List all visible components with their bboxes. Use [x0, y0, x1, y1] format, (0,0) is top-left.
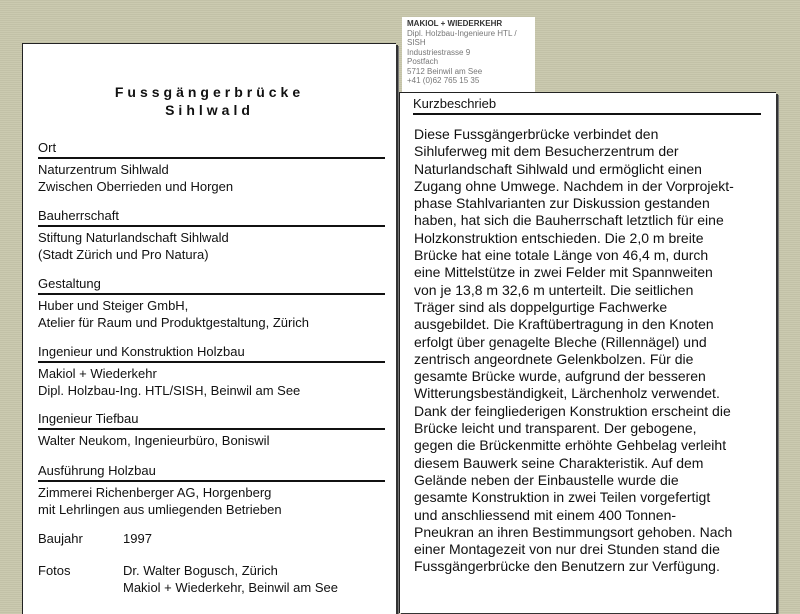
section-bauherrschaft — [38, 207, 385, 263]
body-line: Pneukran an ihren Bestimmungsort gehoben. Nach — [414, 523, 733, 540]
body-line: haben, hat sich die Bauherrschaft letztlich für eine — [414, 212, 724, 229]
section-line: Atelier für Raum und Produktgestaltung, Zürich — [38, 315, 309, 330]
fotos-value — [123, 562, 338, 596]
section-heading: Ort — [38, 139, 385, 159]
title-line-2: Sihlwald — [165, 102, 254, 118]
body-line: erfolgt über genagelte Bleche (Rillennägel) und — [414, 333, 707, 350]
body-line: phase Stahlvarianten zur Diskussion gestanden — [414, 195, 710, 212]
letterhead-line: Dipl. Holzbau-Ingenieure HTL / — [407, 28, 517, 38]
fotos-row — [38, 562, 338, 596]
body-line: Fussgängerbrücke den Benutzern zur Verfügung. — [414, 558, 720, 575]
kurzbeschrieb-heading: Kurzbeschrieb — [413, 96, 761, 115]
baujahr-row — [38, 530, 152, 547]
body-line: und anschliessend mit einem 400 Tonnen- — [414, 506, 677, 523]
section-line: Huber und Steiger GmbH, — [38, 298, 189, 313]
kurzbeschrieb-body — [414, 126, 766, 576]
letterhead-line: +41 (0)62 765 15 35 — [407, 76, 480, 85]
left-sheet — [22, 43, 396, 614]
section-ingenieur-tiefbau — [38, 410, 385, 449]
section-ingenieur-holzbau — [38, 343, 385, 399]
section-line: Walter Neukom, Ingenieurbüro, Boniswil — [38, 433, 270, 448]
body-line: ausgebildet. Die Kraftübertragung in den Knoten — [414, 316, 714, 333]
section-line: Stiftung Naturlandschaft Sihlwald — [38, 230, 229, 245]
fotos-credit-2: Makiol + Wiederkehr, Beinwil am See — [123, 580, 338, 595]
body-line: Dank der feingliederigen Konstruktion erscheint die — [414, 402, 731, 419]
body-line: zentrisch angeordnete Gelenkbolzen. Für die — [414, 350, 694, 367]
section-heading: Ausführung Holzbau — [38, 462, 385, 482]
body-line: einer Montagezeit von nur drei Stunden stand die — [414, 541, 720, 558]
body-line: Sihluferweg mit dem Besucherzentrum der — [414, 143, 679, 160]
body-line: Diese Fussgängerbrücke verbindet den — [414, 126, 659, 142]
fotos-credit-1: Dr. Walter Bogusch, Zürich — [123, 563, 278, 578]
section-line: mit Lehrlingen aus umliegenden Betrieben — [38, 502, 282, 517]
section-gestaltung — [38, 275, 385, 331]
letterhead-company: MAKIOL + WIEDERKEHR — [407, 19, 503, 28]
section-heading: Bauherrschaft — [38, 207, 385, 227]
body-line: Naturlandschaft Sihlwald und ermöglicht einen — [414, 160, 702, 177]
body-line: Gelände neben der Einbaustelle wurde die — [414, 471, 679, 488]
body-line: gesamte Konstruktion in zwei Teilen vorgefertigt — [414, 489, 711, 506]
body-line: Zugang ohne Umwege. Nachdem in der Vorprojekt- — [414, 177, 734, 194]
baujahr-label: Baujahr — [38, 531, 83, 546]
body-line: Brücke leicht und transparent. Der gebogene, — [414, 420, 697, 437]
section-heading: Ingenieur und Konstruktion Holzbau — [38, 343, 385, 363]
body-line: diesem Bauwerk seine Charakteristik. Auf dem — [414, 454, 704, 471]
body-line: von je 13,8 m 32,6 m unterteilt. Die seitlichen — [414, 281, 694, 298]
section-heading: Gestaltung — [38, 275, 385, 295]
letterhead-line: 5712 Beinwil am See — [407, 66, 483, 76]
section-line: Zimmerei Richenberger AG, Horgenberg — [38, 485, 272, 500]
section-ort — [38, 139, 385, 195]
body-line: Brücke hat eine totale Länge von 46,4 m, durch — [414, 247, 709, 264]
right-sheet — [399, 92, 776, 613]
letterhead-card — [402, 17, 535, 93]
title-line-1: Fussgängerbrücke — [114, 84, 305, 100]
baujahr-value: 1997 — [123, 531, 152, 546]
body-line: Holzkonstruktion entschieden. Die 2,0 m breite — [414, 229, 704, 246]
letterhead-line: Postfach — [407, 57, 439, 66]
section-line: Makiol + Wiederkehr — [38, 366, 157, 381]
body-line: Witterungsbeständigkeit, Lärchenholz verwendet. — [414, 385, 720, 402]
letterhead-line: Industriestrasse 9 — [407, 47, 471, 57]
body-line: eine Mittelstütze in zwei Felder mit Spannweiten — [414, 264, 713, 281]
body-line: gesamte Brücke wurde, aufgrund der besseren — [414, 368, 706, 385]
letterhead-line: SISH — [407, 38, 426, 47]
section-line: Zwischen Oberrieden und Horgen — [38, 179, 234, 194]
section-line: Dipl. Holzbau-Ing. HTL/SISH, Beinwil am See — [38, 383, 301, 398]
fotos-label: Fotos — [38, 563, 71, 578]
body-line: gegen die Brückenmitte erhöhte Gehbelag verleiht — [414, 437, 727, 454]
section-heading: Ingenieur Tiefbau — [38, 410, 385, 430]
section-line: Naturzentrum Sihlwald — [38, 162, 169, 177]
body-line: Träger sind als doppelgurtige Fachwerke — [414, 298, 668, 315]
section-ausfuehrung-holzbau — [38, 462, 385, 518]
section-line: (Stadt Zürich und Pro Natura) — [38, 247, 209, 262]
